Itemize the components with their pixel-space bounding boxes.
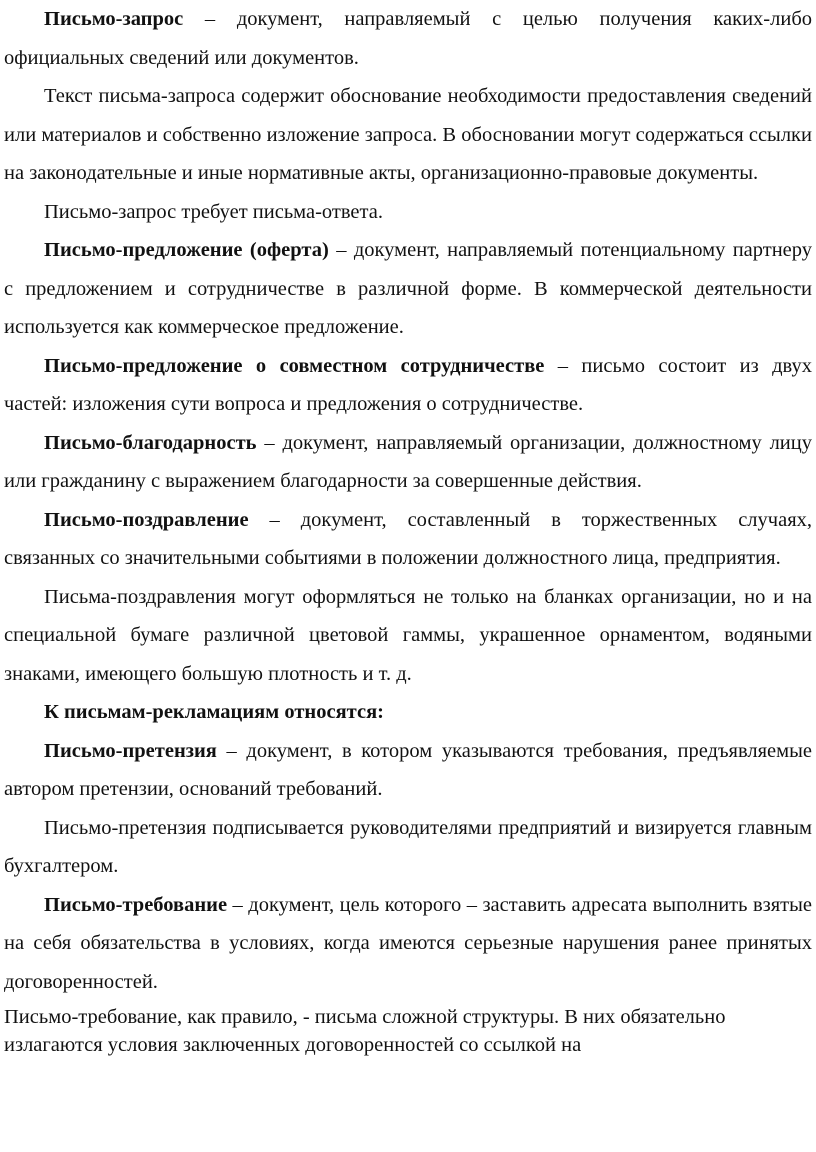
paragraph-letter-congratulation xyxy=(4,501,812,578)
text-congratulation-design: Письма-поздравления могут оформляться не только на бланках организации, но и на специальной бумаге различной цветовой гаммы, украшенное орнаментом, водяными знаками, имеющего большую плотность и т. д. xyxy=(4,585,812,685)
definition-letter-request: – документ, направляемый с целью получения каких-либо официальных сведений или документов. xyxy=(4,8,812,69)
definition-letter-demand: – документ, цель которого – заставить адресата выполнить взятые на себя обязательства в условиях, когда имеются серьезные нарушения ранее принятых договоренностей. xyxy=(4,893,812,993)
paragraph-demand-structure xyxy=(4,1003,812,1059)
term-letter-claim: Письмо-претензия xyxy=(44,739,217,762)
definition-letter-gratitude: – документ, направляемый организации, должностному лицу или гражданину с выражением благодарности за совершенные действия. xyxy=(4,431,812,492)
paragraph-letter-demand xyxy=(4,886,812,1002)
term-letter-offer: Письмо-предложение (оферта) xyxy=(44,239,329,261)
heading-claims: К письмам-рекламациям относятся: xyxy=(44,701,384,723)
tail-line-2: излагаются условия заключенных договоренностей со ссылкой на xyxy=(4,1034,582,1056)
term-letter-demand: Письмо-требование xyxy=(44,893,228,916)
paragraph-letter-cooperation xyxy=(4,347,812,424)
paragraph-letter-request xyxy=(4,0,812,77)
paragraph-letter-gratitude xyxy=(4,424,812,501)
paragraph-claims-heading xyxy=(4,693,812,732)
tail-line-1: Письмо-требование, как правило, - письма сложной структуры. В них обязательно xyxy=(4,1006,726,1028)
text-claim-signature: Письмо-претензия подписывается руководителями предприятий и визируется главным бухгалтером. xyxy=(4,816,812,877)
term-letter-request: Письмо-запрос xyxy=(44,8,184,30)
definition-letter-cooperation: – письмо состоит из двух частей: изложения сути вопроса и предложения о сотрудничестве. xyxy=(4,354,812,415)
term-letter-cooperation: Письмо-предложение о совместном сотрудничестве xyxy=(44,354,545,377)
text-request-content: Текст письма-запроса содержит обоснование необходимости предоставления сведений или материалов и собственно изложение запроса. В обосновании могут содержаться ссылки на законодательные и иные нормативные акты, организационно-правовые документы. xyxy=(4,85,812,184)
paragraph-claim-signature xyxy=(4,809,812,886)
term-letter-gratitude: Письмо-благодарность xyxy=(44,431,257,454)
paragraph-letter-offer xyxy=(4,231,812,347)
paragraph-request-content xyxy=(4,77,812,193)
term-letter-congratulation: Письмо-поздравление xyxy=(44,508,249,531)
paragraph-request-answer xyxy=(4,193,812,232)
paragraph-congratulation-design xyxy=(4,578,812,694)
text-request-answer: Письмо-запрос требует письма-ответа. xyxy=(44,200,383,223)
definition-letter-claim: – документ, в котором указываются требования, предъявляемые автором претензии, оснований требований. xyxy=(4,739,812,800)
paragraph-letter-claim xyxy=(4,732,812,809)
definition-letter-offer: – документ, направляемый потенциальному партнеру с предложением и сотрудничестве в различной форме. В коммерческой деятельности используется как коммерческое предложение. xyxy=(4,239,813,338)
definition-letter-congratulation: – документ, составленный в торжественных случаях, связанных со значительными событиями в положении должностного лица, предприятия. xyxy=(4,508,812,569)
